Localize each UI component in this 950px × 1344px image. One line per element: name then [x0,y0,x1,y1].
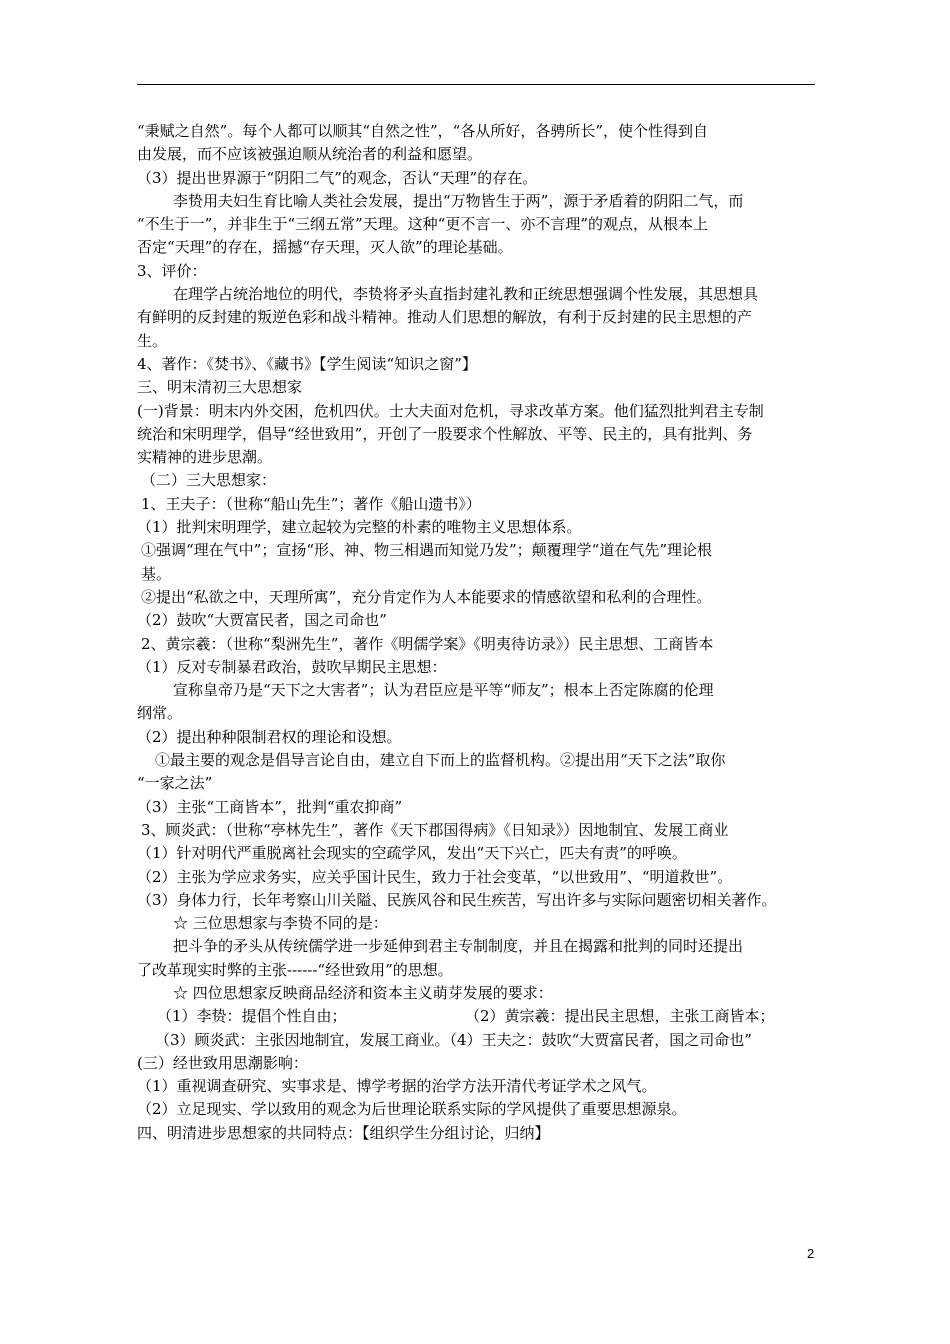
paragraph-line: 基。 [141,564,172,583]
paragraph-fragment: （1）李贽：提倡个性自由； [157,1007,347,1026]
paragraph-line: 了改革现实时弊的主张------“经世致用”的思想。 [137,960,453,979]
paragraph-line: 纲常。 [137,704,183,723]
two-column-line [137,1005,817,1028]
paragraph-line: (一)背景：明末内外交困，危机四伏。士大夫面对危机，寻求改革方案。他们猛烈批判君主专制 [137,401,764,420]
page-body [137,120,817,1145]
section-heading: 2、黄宗羲：（世称“梨洲先生”，著作《明儒学案》《明夷待访录》）民主思想、工商皆本 [141,634,714,653]
paragraph-line: 生。 [137,331,168,350]
paragraph-line: 宣称皇帝乃是“天下之大害者”；认为君臣应是平等“师友”；根本上否定陈腐的伦理 [173,681,714,700]
paragraph-line: 李贽用夫妇生育比喻人类社会发展，提出“万物皆生于两”，源于矛盾着的阴阳二气，而 [173,191,744,210]
paragraph-line: （2）鼓吹“大贾富民者，国之司命也” [137,611,387,630]
paragraph-line: ①最主要的观念是倡导言论自由，建立自下而上的监督机构。②提出用“天下之法”取你 [155,751,726,770]
section-heading: 4、著作：《焚书》、《藏书》【学生阅读“知识之窗”】 [137,354,477,373]
paragraph-line: ①强调“理在气中”；宣扬“形、神、物三相遇而知觉乃发”；颠覆理学“道在气先”理论根 [141,541,713,560]
section-heading: (三）经世致用思潮影响： [137,1053,308,1072]
section-heading: 四、明清进步思想家的共同特点：【组织学生分组讨论，归纳】 [137,1123,550,1142]
paragraph-line: 否定“天理”的存在，摇撼“存天理，灭人欲”的理论基础。 [137,238,513,257]
paragraph-line: 在理学占统治地位的明代，李贽将矛头直指封建礼教和正统思想强调个性发展，其思想具 [173,285,759,304]
paragraph-line: （1）重视调查研究、实事求是、博学考据的治学方法开清代考证学术之风气。 [137,1077,657,1096]
section-heading: 1、王夫子：（世称“船山先生”；著作《船山遗书》） [141,494,481,513]
paragraph-line: （3）主张“工商皆本”，批判“重农抑商” [137,797,403,816]
paragraph-line: 有鲜明的反封建的叛逆色彩和战斗精神。推动人们思想的解放，有利于反封建的民主思想的产 [137,308,753,327]
page-number: 2 [807,1246,815,1261]
paragraph-line: （3）提出世界源于“阴阳二气”的观念，否认“天理”的存在。 [137,168,538,187]
section-heading: 3、顾炎武：（世称“亭林先生”，著作《天下郡国得病》《日知录》）因地制宜、发展工商业 [141,820,729,839]
paragraph-line: 由发展，而不应该被强迫顺从统治者的利益和愿望。 [137,145,483,164]
section-heading: （二）三大思想家： [141,471,277,490]
paragraph-line: （1）批判宋明理学，建立起较为完整的朴素的唯物主义思想体系。 [137,518,582,537]
paragraph-line: （2）提出种种限制君权的理论和设想。 [137,727,402,746]
paragraph-line: （3）顾炎武：主张因地制宜，发展工商业。（4）王夫之：鼓吹“大贾富民者，国之司命也” [155,1030,752,1049]
header-rule [137,84,815,85]
paragraph-line: “秉赋之自然”。每个人都可以顺其“自然之性”，“各从所好，各骋所长”，使个性得到自 [137,122,709,140]
paragraph-line: “不生于一”，并非生于“三纲五常”天理。这种“更不言一、亦不言理”的观点，从根本上 [137,215,709,234]
paragraph-line: （2）立足现实、学以致用的观念为后世理论联系实际的学风提供了重要思想源泉。 [137,1100,687,1119]
paragraph-line: 统治和宋明理学，倡导“经世致用”，开创了一股要求个性解放、平等、民主的，具有批判、务 [137,424,753,443]
paragraph-line: 把斗争的矛头从传统儒学进一步延伸到君主专制制度，并且在揭露和批判的同时还提出 [173,937,744,956]
paragraph-fragment: （2）黄宗羲：提出民主思想，主张工商皆本； [465,1007,775,1026]
paragraph-line: 实精神的进步思潮。 [137,448,273,467]
section-heading: 3、评价： [137,261,207,280]
paragraph-line: （2）主张为学应求务实，应关乎国计民生，致力于社会变革，“以世致用”、“明道救世”。 [137,867,733,886]
paragraph-line: ☆ 四位思想家反映商品经济和资本主义萌芽发展的要求： [173,983,553,1002]
section-heading: 三、明末清初三大思想家 [137,378,303,397]
paragraph-line: （1）反对专制暴君政治，鼓吹早期民主思想： [137,657,447,676]
paragraph-line: “一家之法” [137,774,213,793]
paragraph-line: （3）身体力行，长年考察山川关隘、民族风谷和民生疾苦，写出许多与实际问题密切相关著作。 [137,890,777,909]
paragraph-line: （1）针对明代严重脱离社会现实的空疏学风，发出“天下兴亡，匹夫有责”的呼唤。 [137,844,687,863]
paragraph-line: ②提出“私欲之中，天理所寓”，充分肯定作为人本能要求的情感欲望和私利的合理性。 [141,587,712,606]
paragraph-line: ☆ 三位思想家与李贽不同的是： [173,914,388,933]
